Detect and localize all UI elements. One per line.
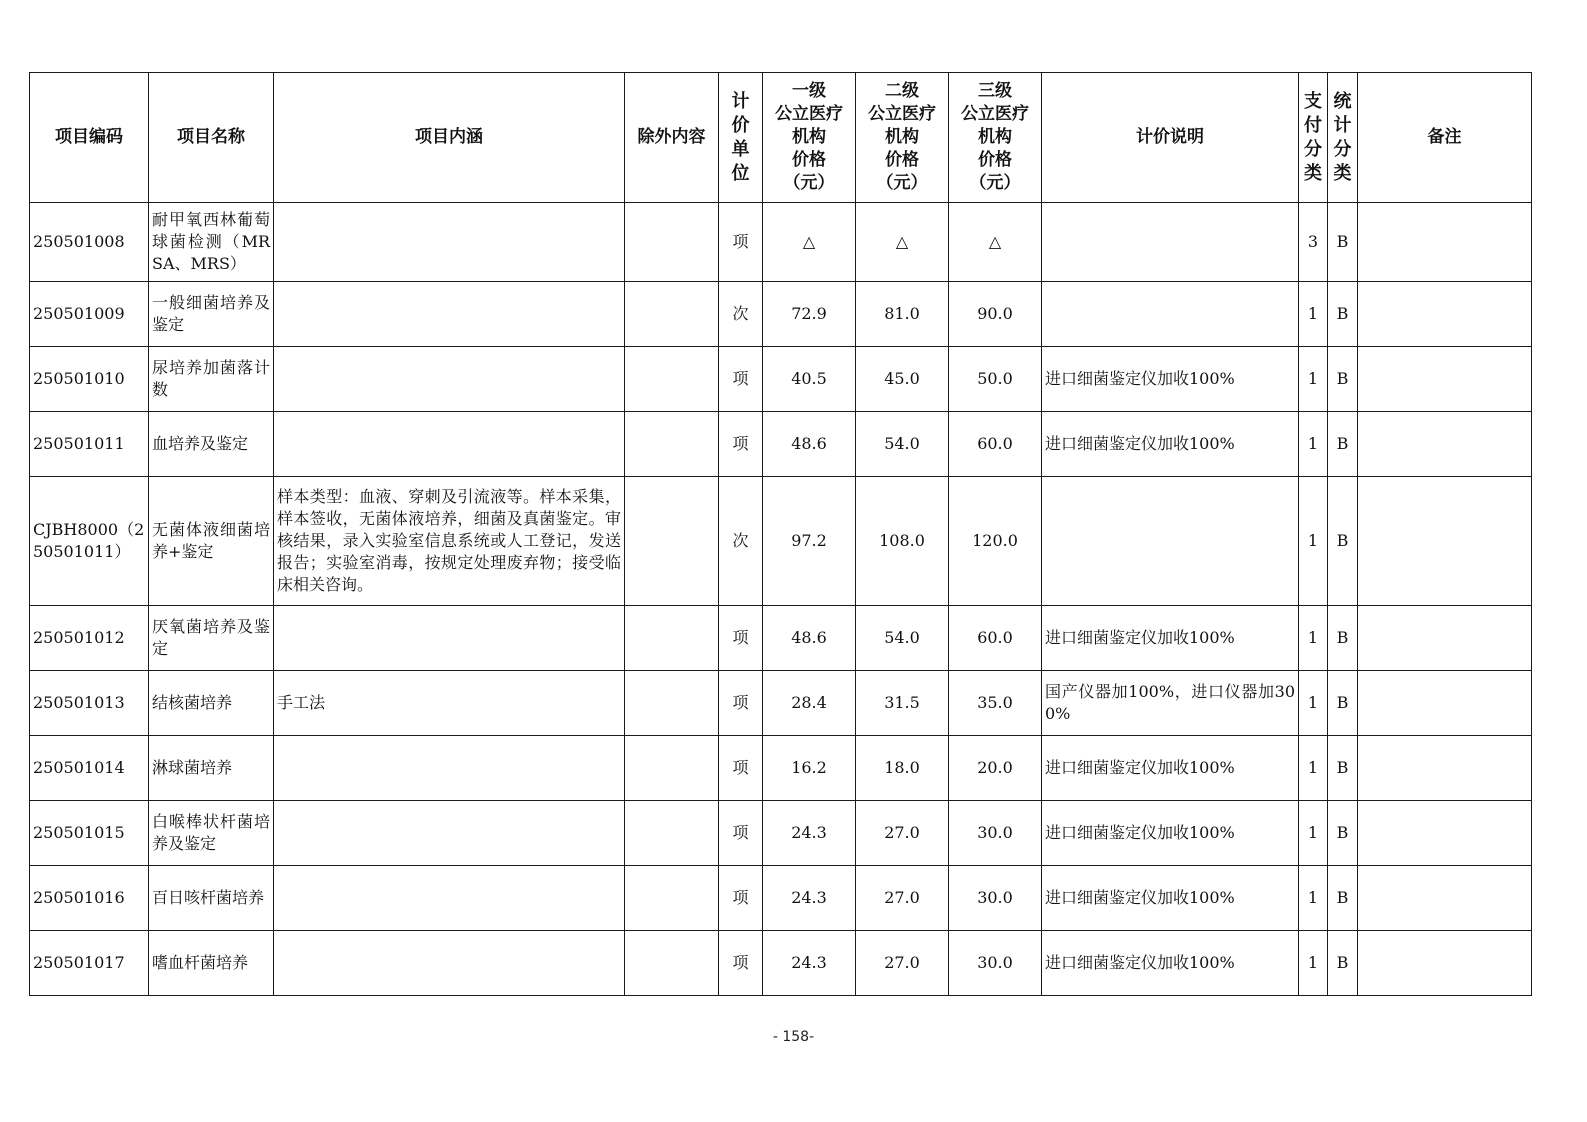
row-pricing-notes: 进口细菌鉴定仪加收100% (1042, 866, 1299, 931)
row-stat-category: B (1328, 866, 1358, 931)
row-stat-category: B (1328, 801, 1358, 866)
row-price-level1: 48.6 (763, 412, 856, 477)
row-payment-category: 1 (1299, 866, 1328, 931)
row-price-level2: 27.0 (856, 801, 949, 866)
row-code: 250501011 (30, 412, 149, 477)
row-remarks (1358, 736, 1532, 801)
header-stat-category (1328, 73, 1358, 203)
row-pricing-notes: 进口细菌鉴定仪加收100% (1042, 931, 1299, 996)
table-row (30, 736, 1532, 801)
table-row (30, 671, 1532, 736)
row-remarks (1358, 606, 1532, 671)
row-payment-category: 1 (1299, 801, 1328, 866)
row-remarks (1358, 931, 1532, 996)
row-price-level3: 35.0 (949, 671, 1042, 736)
header-row (30, 73, 1532, 203)
row-remarks (1358, 866, 1532, 931)
row-stat-category: B (1328, 347, 1358, 412)
row-price-level3: 50.0 (949, 347, 1042, 412)
row-code: 250501016 (30, 866, 149, 931)
row-exclusions (625, 671, 719, 736)
row-unit: 次 (719, 477, 763, 606)
row-content (274, 203, 625, 282)
row-price-level2: 45.0 (856, 347, 949, 412)
row-unit: 项 (719, 347, 763, 412)
row-unit: 项 (719, 412, 763, 477)
row-unit: 项 (719, 866, 763, 931)
row-price-level3: 90.0 (949, 282, 1042, 347)
header-price-level1: 一级 公立医疗 机构 价格 （元） (763, 73, 856, 203)
header-code: 项目编码 (30, 73, 149, 203)
row-remarks (1358, 282, 1532, 347)
row-name: 结核菌培养 (149, 671, 274, 736)
row-price-level3: 120.0 (949, 477, 1042, 606)
row-pricing-notes: 进口细菌鉴定仪加收100% (1042, 801, 1299, 866)
row-pricing-notes (1042, 282, 1299, 347)
row-stat-category: B (1328, 412, 1358, 477)
row-exclusions (625, 801, 719, 866)
row-payment-category: 1 (1299, 736, 1328, 801)
row-price-level3: 30.0 (949, 801, 1042, 866)
header-unit (719, 73, 763, 203)
row-stat-category: B (1328, 671, 1358, 736)
row-remarks (1358, 203, 1532, 282)
row-name: 无菌体液细菌培养+鉴定 (149, 477, 274, 606)
row-code: 250501015 (30, 801, 149, 866)
row-pricing-notes: 国产仪器加100%，进口仪器加300% (1042, 671, 1299, 736)
row-price-level1: △ (763, 203, 856, 282)
header-payment-category-label: 支付分类 (1303, 90, 1322, 184)
table-row (30, 477, 1532, 606)
row-payment-category: 1 (1299, 412, 1328, 477)
row-price-level2: 27.0 (856, 866, 949, 931)
row-name: 尿培养加菌落计数 (149, 347, 274, 412)
row-stat-category: B (1328, 203, 1358, 282)
row-unit: 项 (719, 203, 763, 282)
row-stat-category: B (1328, 736, 1358, 801)
row-content: 手工法 (274, 671, 625, 736)
row-price-level1: 48.6 (763, 606, 856, 671)
row-exclusions (625, 282, 719, 347)
row-stat-category: B (1328, 477, 1358, 606)
row-name: 一般细菌培养及鉴定 (149, 282, 274, 347)
row-payment-category: 1 (1299, 671, 1328, 736)
row-price-level1: 72.9 (763, 282, 856, 347)
header-price-level3: 三级 公立医疗 机构 价格 （元） (949, 73, 1042, 203)
row-name: 耐甲氧西林葡萄球菌检测（MRSA、MRS） (149, 203, 274, 282)
header-unit-label: 计价单位 (731, 90, 750, 184)
row-remarks (1358, 671, 1532, 736)
table-row (30, 203, 1532, 282)
row-price-level2: 108.0 (856, 477, 949, 606)
row-remarks (1358, 347, 1532, 412)
row-payment-category: 3 (1299, 203, 1328, 282)
row-exclusions (625, 606, 719, 671)
row-code: 250501017 (30, 931, 149, 996)
row-remarks (1358, 801, 1532, 866)
header-name: 项目名称 (149, 73, 274, 203)
row-price-level3: 30.0 (949, 866, 1042, 931)
row-price-level1: 24.3 (763, 866, 856, 931)
row-code: 250501010 (30, 347, 149, 412)
row-price-level2: 27.0 (856, 931, 949, 996)
row-code: 250501009 (30, 282, 149, 347)
row-code: 250501008 (30, 203, 149, 282)
row-remarks (1358, 412, 1532, 477)
row-payment-category: 1 (1299, 931, 1328, 996)
row-unit: 项 (719, 606, 763, 671)
row-payment-category: 1 (1299, 347, 1328, 412)
row-exclusions (625, 412, 719, 477)
row-pricing-notes: 进口细菌鉴定仪加收100% (1042, 412, 1299, 477)
row-price-level2: 54.0 (856, 412, 949, 477)
row-exclusions (625, 477, 719, 606)
row-name: 百日咳杆菌培养 (149, 866, 274, 931)
row-price-level1: 28.4 (763, 671, 856, 736)
row-stat-category: B (1328, 931, 1358, 996)
row-pricing-notes (1042, 203, 1299, 282)
page-number: - 158- (772, 1029, 815, 1045)
row-content: 样本类型：血液、穿刺及引流液等。样本采集，样本签收，无菌体液培养，细菌及真菌鉴定。审核结果，录入实验室信息系统或人工登记，发送报告；实验室消毒，按规定处理废弃物；接受临床相关咨询。 (274, 477, 625, 606)
table-row (30, 282, 1532, 347)
row-code: 250501012 (30, 606, 149, 671)
row-payment-category: 1 (1299, 606, 1328, 671)
row-exclusions (625, 203, 719, 282)
table-row (30, 801, 1532, 866)
header-content: 项目内涵 (274, 73, 625, 203)
row-code: 250501013 (30, 671, 149, 736)
table-row (30, 412, 1532, 477)
row-price-level1: 40.5 (763, 347, 856, 412)
row-code: CJBH8000（250501011） (30, 477, 149, 606)
row-pricing-notes (1042, 477, 1299, 606)
row-payment-category: 1 (1299, 477, 1328, 606)
row-name: 血培养及鉴定 (149, 412, 274, 477)
row-unit: 次 (719, 282, 763, 347)
row-exclusions (625, 736, 719, 801)
header-price-level2: 二级 公立医疗 机构 价格 （元） (856, 73, 949, 203)
header-remarks: 备注 (1358, 73, 1532, 203)
row-unit: 项 (719, 801, 763, 866)
row-name: 淋球菌培养 (149, 736, 274, 801)
row-content (274, 931, 625, 996)
price-table (29, 72, 1532, 996)
row-exclusions (625, 931, 719, 996)
row-content (274, 736, 625, 801)
row-name: 白喉棒状杆菌培养及鉴定 (149, 801, 274, 866)
row-price-level1: 97.2 (763, 477, 856, 606)
header-payment-category (1299, 73, 1328, 203)
row-price-level3: 20.0 (949, 736, 1042, 801)
row-price-level3: △ (949, 203, 1042, 282)
row-content (274, 412, 625, 477)
row-payment-category: 1 (1299, 282, 1328, 347)
row-price-level2: 31.5 (856, 671, 949, 736)
row-exclusions (625, 866, 719, 931)
row-content (274, 801, 625, 866)
row-remarks (1358, 477, 1532, 606)
row-content (274, 282, 625, 347)
row-pricing-notes: 进口细菌鉴定仪加收100% (1042, 606, 1299, 671)
row-price-level1: 24.3 (763, 931, 856, 996)
table-row (30, 931, 1532, 996)
header-pricing-notes: 计价说明 (1042, 73, 1299, 203)
table-row (30, 606, 1532, 671)
row-price-level2: △ (856, 203, 949, 282)
row-price-level3: 60.0 (949, 412, 1042, 477)
header-stat-category-label: 统计分类 (1333, 90, 1352, 184)
row-code: 250501014 (30, 736, 149, 801)
row-price-level2: 54.0 (856, 606, 949, 671)
header-exclusions: 除外内容 (625, 73, 719, 203)
row-price-level3: 60.0 (949, 606, 1042, 671)
row-unit: 项 (719, 736, 763, 801)
row-content (274, 606, 625, 671)
table-row (30, 866, 1532, 931)
row-pricing-notes: 进口细菌鉴定仪加收100% (1042, 736, 1299, 801)
row-name: 嗜血杆菌培养 (149, 931, 274, 996)
row-unit: 项 (719, 931, 763, 996)
row-unit: 项 (719, 671, 763, 736)
row-price-level3: 30.0 (949, 931, 1042, 996)
row-exclusions (625, 347, 719, 412)
row-pricing-notes: 进口细菌鉴定仪加收100% (1042, 347, 1299, 412)
row-stat-category: B (1328, 606, 1358, 671)
row-price-level1: 16.2 (763, 736, 856, 801)
row-price-level1: 24.3 (763, 801, 856, 866)
table-row (30, 347, 1532, 412)
row-content (274, 347, 625, 412)
row-name: 厌氧菌培养及鉴定 (149, 606, 274, 671)
row-price-level2: 81.0 (856, 282, 949, 347)
row-content (274, 866, 625, 931)
row-stat-category: B (1328, 282, 1358, 347)
row-price-level2: 18.0 (856, 736, 949, 801)
